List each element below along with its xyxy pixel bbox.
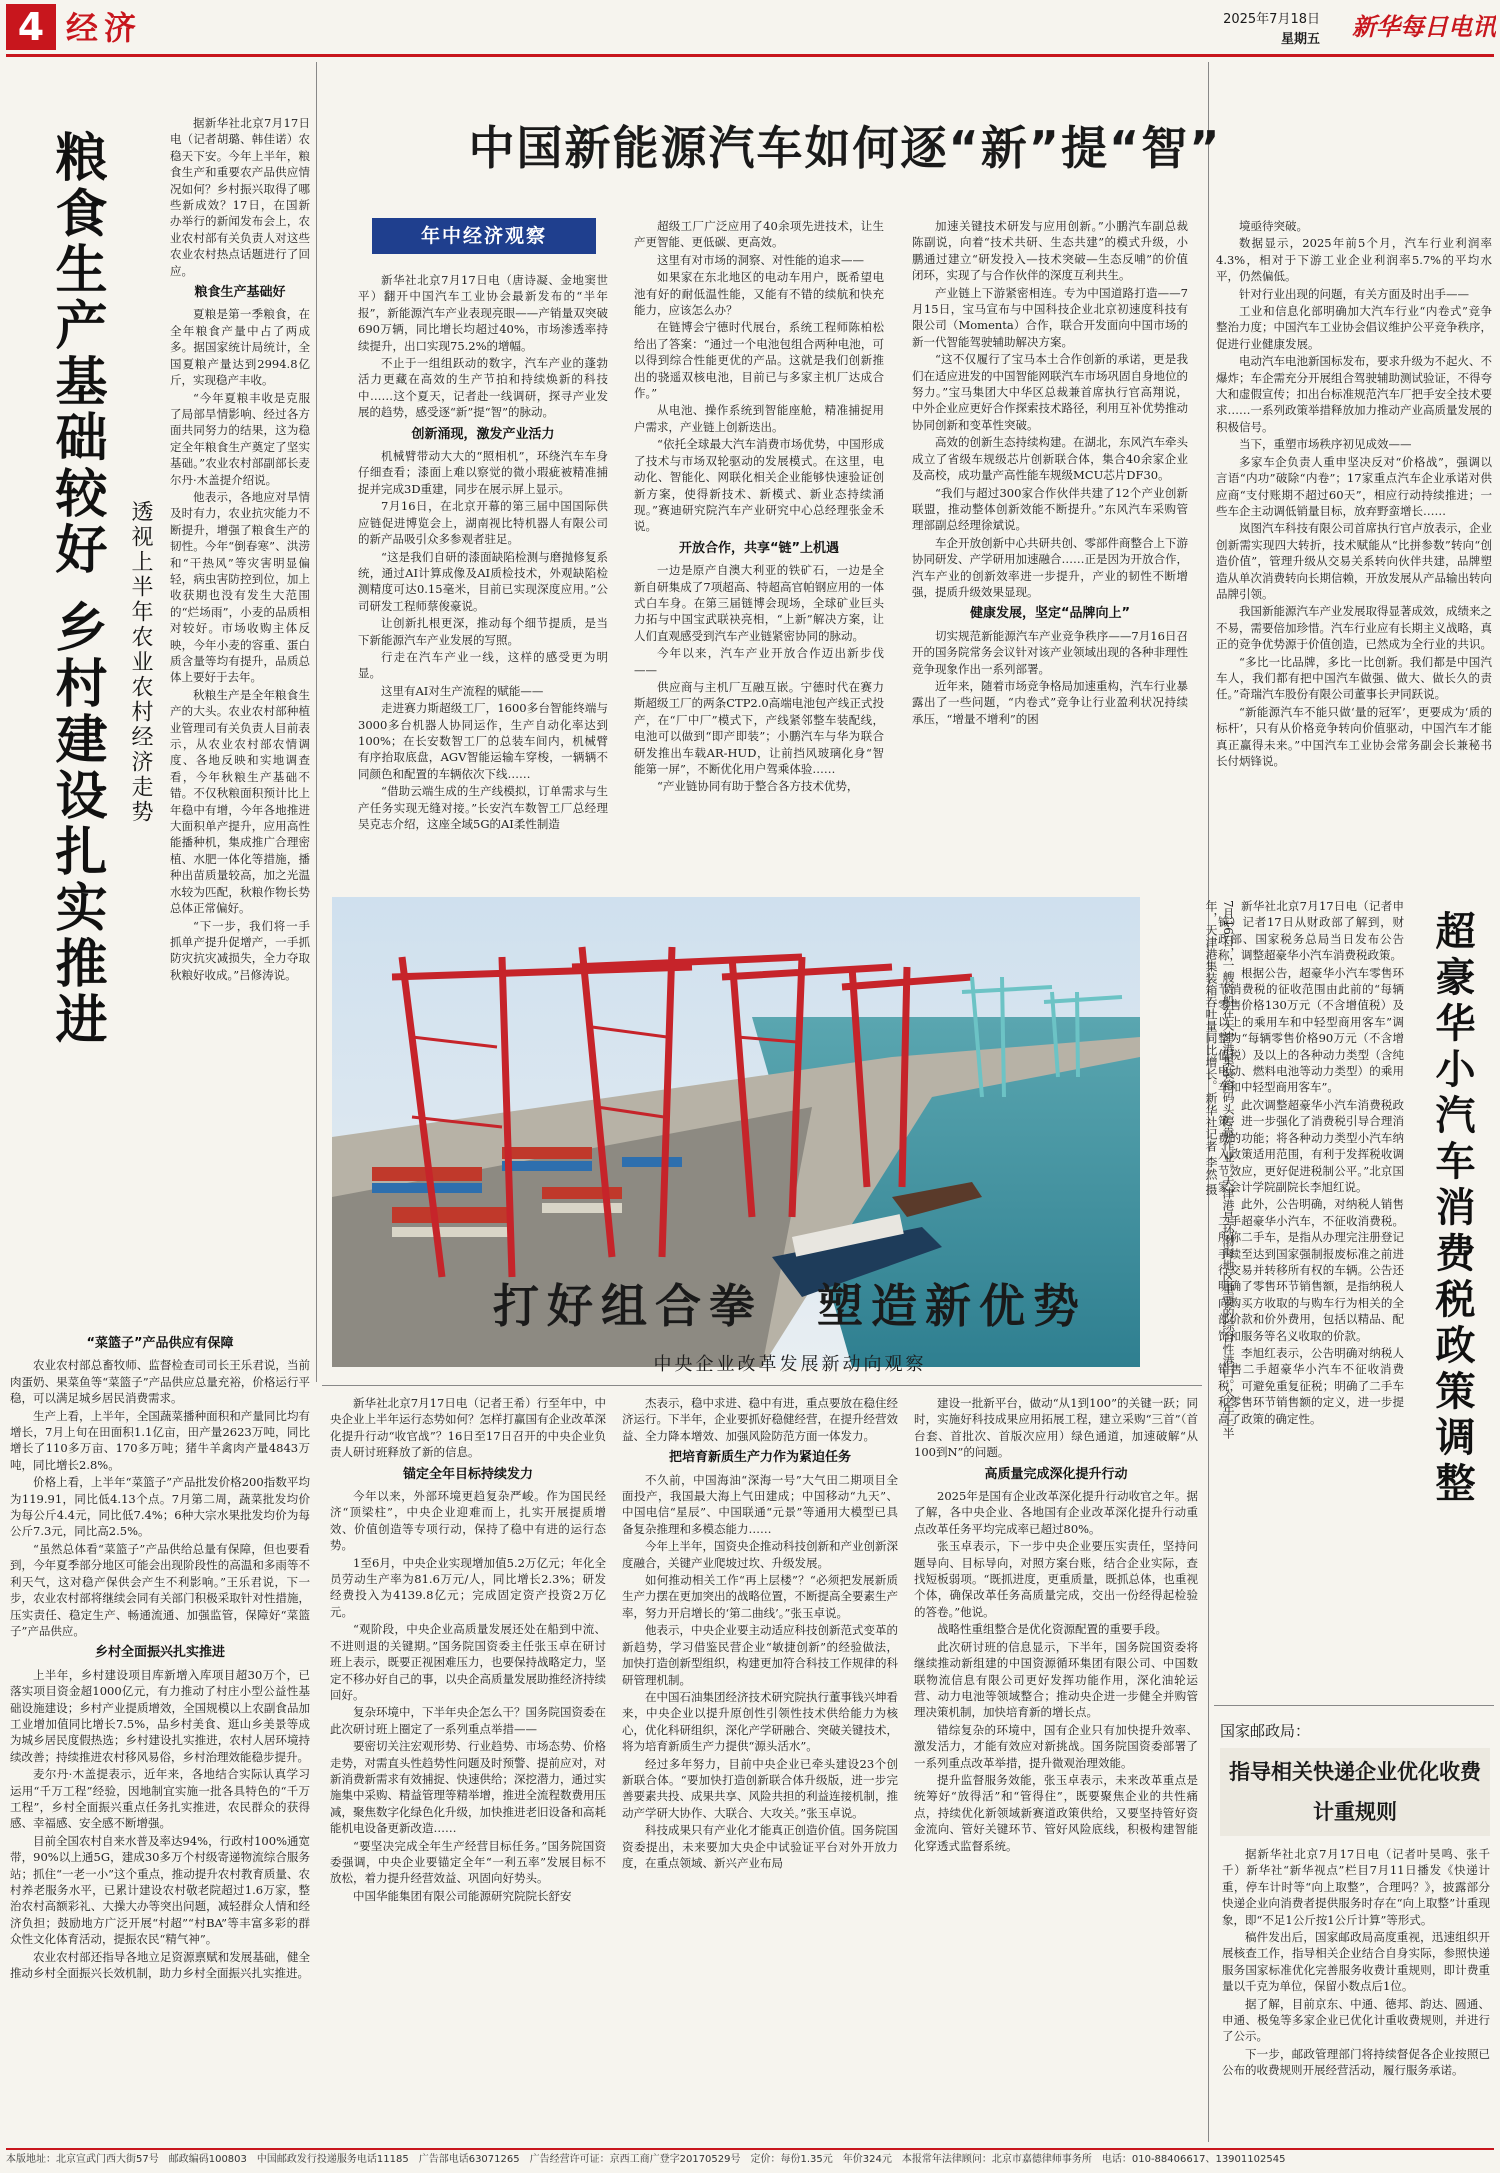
nev-column-3: 加速关键技术研发与应用创新。”小鹏汽车副总裁陈副说，向着“技术共研、生态共建”的模式升级，小鹏通过建立“研发投入—技术突破—生态反哺”的价值闭环，实现了与合作伙伴的深度互利共生。 产业链上下游紧密相连。专为中国道路打造——7月15日，宝马宣布与中国科技企业北京初速度科技有限公司（Momenta）合作，联合开发面向中国市场的新一代智能驾驶辅助解决方案。 “这不仅履行了宝马本土合作创新的承诺，更是我们在适应进发的中国智能网联汽车市场巩固自身地位的努力。”宝马集团大中华区总裁兼首席执行官高翔说，中外企业应更好合作探索技术路径，利用互补优势推动协同创新和变革性突破。 高效的创新生态持续构建。在湖北，东风汽车牵头成立了省级车规级芯片创新联合体，集合40余家企业及高校，成功量产高性能车规级MCU芯片DF30。 “我们与超过300家合作伙伴共建了12个产业创新联盟，推动整体创新效能不断提升。”东风汽车采购管理部副总经理徐斌说。 车企开放创新中心共研共创、零部件商整合上下游协同研发、产学研用加速融合……正是因为开放合作，汽车产业的创新效率进一步提升，产业的韧性不断增强，提质升级效果显现。 健康发展，坚定“品牌向上” 切实规范新能源汽车产业竞争秩序——7月16日召开的国务院常务会议针对该产业领域出现的各种非理性竞争现象作出一系列部署。 近年来，随着市场竞争格局加速重构，汽车行业暴露出了一些问题，“内卷式”竞争让行业盈利状况持续承压，“增量不增利”的困 — [912, 219, 1188, 726]
nev-column-4: 境亟待突破。 数据显示，2025年前5个月，汽车行业利润率4.3%，相对于下游工业企业利润率5.7%的平均水平，仍然偏低。 针对行业出现的问题，有关方面及时出手—— 工业和信息化部明确加大汽车行业“内卷式”竞争整治力度；中国汽车工业协会倡议维护公平竞争秩序，促进行业健康发展。 电动汽车电池新国标发布，要求升级为不起火、不爆炸；车企需充分开展组合驾驶辅助测试验证，不得夸大和虚假宣传；扣出台标准规范汽车厂把手安全技术要求……一系列政策举措释放加力推动产业高质量发展的积极信号。 当下，重塑市场秩序初见成效—— 多家车企负责人重申坚决反对“价格战”，强调以言语“内功”破除“内卷”；17家重点汽车企业承诺对供应商“支付账期不超过60天”，相应行动持续推进；一些车企主动调低销量目标，放弃野蛮增长…… 岚图汽车科技有限公司首席执行官卢放表示，企业创新需实现四大转折，技术赋能从“比拼参数”转向“创造价值”，管理升级从交易关系转向伙伴共建，品牌塑造从单次消费转向长期信赖，开放发展从产品输出转向品牌引领。 我国新能源汽车产业发展取得显著成效，成绩来之不易，需要倍加珍惜。汽车行业应有长期主义战略，真正的竞争优势源于价值创造，已然成为全行业的共识。 “多比一比品牌，多比一比创新。我们都是中国汽车人，我们都有把中国汽车做强、做大、做长久的责任。”奇瑞汽车股份有限公司董事长尹同跃说。 “新能源汽车不能只做‘量的冠军’，更要成为‘质的标杆’，只有从价格竞争转向价值驱动，中国汽车才能真正赢得未来。”中国汽车工业协会常务副会长兼秘书长付炳锋说。 — [1216, 219, 1492, 768]
newspaper-logo: 新华每日电讯 — [1352, 12, 1496, 41]
nev-column-2: 超级工厂广泛应用了40余项先进技术，让生产更智能、更低碳、更高效。 这里有对市场的洞察、对性能的追求—— 如果家在东北地区的电动车用户，既希望电池有好的耐低温性能，又能有不错的续航和快充能力，应该怎么办？ 在链博会宁德时代展台，系统工程师陈柏松给出了答案：“通过一个电池包组合两种电池，可以得到综合性能更优的产品。这就是我们创新推出的骁遥双核电池，目前已与多家主机厂达成合作。” 从电池、操作系统到智能座舱，精准捕捉用户需求，产业链上创新迭出。 “依托全球最大汽车消费市场优势，中国形成了技术与市场双轮驱动的发展模式。在这里，电动化、智能化、网联化相关企业能够快速验证创新方案，使得新技术、新模式、新业态持续涌现。”赛迪研究院汽车产业研究中心总经理张金禾说。 开放合作，共享“链”上机遇 一边是原产自澳大利亚的铁矿石，一边是全新自研集成了7项超高、特超高官帕钢应用的一体式白车身。在第三届链博会现场，全球矿业巨头力拓与中国宝武联袂亮相，“上新”解决方案，让人们直观感受到汽车产业链紧密协同的脉动。 今年以来，汽车产业开放合作迈出新步伐—— 供应商与主机厂互融互嵌。宁德时代在赛力斯超级工厂的两条CTP2.0高端电池包产线正式投产，在“厂中厂”模式下，产线紧邻整车装配线，电池可以做到“即产即装”；小鹏汽车与华为联合研发推出车载AR-HUD，让前挡风玻璃化身“智能第一屏”，不断优化用户驾乘体验…… “产业链协同有助于整合各方技术优势， — [634, 219, 884, 794]
agri-column-2: “菜篮子”产品供应有保障 农业农村部总畜牧师、监督检查司司长王乐君说，当前肉蛋奶、果菜鱼等“菜篮子”产品供应总量充裕，价格运行平稳，可以满足城乡居民消费需求。 生产上看，上半年，全国蔬菜播种面积和产量同比均有增长，7月上旬在田面积1.1亿亩，田产量2623万吨，同比增长了110多万亩、170多万吨；猪牛羊禽肉产量4843万吨，同比增长2.8%。 价格上看，上半年“菜篮子”产品批发价格200指数平均为119.91，同比低4.13个点。7月第二周，蔬菜批发均价为每公斤4.4元，同比低7.4%；6种大宗水果批发均价为每公斤7.3元，同比高2.5%。 “虽然总体看“菜篮子”产品供给总量有保障，但也要看到，今年夏季部分地区可能会出现阶段性的高温和多雨等不利天气，这对稳产保供会产生不利影响。”王乐君说，下一步，农业农村部将继续会同有关部门积极采取针对性措施，压实责任、稳定生产、畅通流通、加强监管，保障好“菜篮子”产品供应。 乡村全面振兴扎实推进 上半年，乡村建设项目库新增入库项目超30万个，已落实项目资金超1000亿元，有力推动了村庄小型公益性基础设施建设；乡村产业提质增效，全国规模以上农副食品加工业增加值同比增长7.5%，品乡村美食、逛山乡美景等成为城乡居民度假热选；乡村建设扎实推进，农村人居环境持续改善；持续推进农村移风易俗，乡村治理效能稳步提升。 麦尔丹·木盖提表示，近年来，各地结合实际认真学习运用“千万工程”经验，因地制宜实施一批各具特色的“千万工程”，乡村全面振兴重点任务扎实推进，农民群众的获得感、幸福感、安全感不断增强。 目前全国农村自来水普及率达94%，行政村100%通宽带，90%以上通5G，建成30多万个村级寄递物流综合服务站；抓住“一老一小”这个重点，推动提升农村教育质量、农村养老服务水平，已累计建设农村敬老院超过1.6万家，整治农村高额彩礼、大操大办等突出问题，减轻群众人情和经济负担；鼓励地方广泛开展“村超”“村BA”等丰富多彩的群众性文化体育活动，提振农民“精气神”。 农业农村部还指导各地立足资源禀赋和发展基础，健全推动乡村全面振兴长效机制，助力乡村全面振兴扎实推进。 — [10, 1336, 310, 1981]
nev-headline: 中国新能源汽车如何逐“新”提“智” — [468, 121, 1222, 175]
agri-subhead: 乡村全面振兴扎实推进 — [94, 1645, 225, 1661]
soe-column-3: 建设一批新平台，做动“从1到100”的关键一跃；同时，实施好科技成果应用拓展工程，建立采购“三首”（首台套、首批次、首版次应用）绿色通道，加速破解“从100到N”的问题。 高质量完成深化提升行动 2025年是国有企业改革深化提升行动收官之年。据了解，各中央企业、各地国有企业改革深化提升行动重点改革任务平均完成率已超过80%。 张玉卓表示，下一步中央企业要压实责任，坚持问题导向、目标导向，对照方案台账，结合企业实际，查找短板弱项。“既抓进度，更重质量，既抓总体，也重视个体，确保改革任务高质量完成，交出一份经得起检验的答卷。”他说。 战略性重组整合是优化资源配置的重要手段。 此次研讨班的信息显示，下半年，国务院国资委将继续推动新组建的中国资源循环集团有限公司、中国数联物流信息有限公司更好发挥功能作用，深化油轮运营、动力电池等领域整合；推动央企进一步健全并购管理决策机制，加快培育新的增长点。 错综复杂的环境中，国有企业只有加快提升效率、激发活力，才能有效应对新挑战。国务院国资委部署了一系列重点改革举措，提升微观治理效能。 提升监督服务效能，张玉卓表示，未来改革重点是统筹好“放得活”和“管得住”，既要聚焦企业的共性痛点，持续优化新领域新赛道政策供给，又要坚持管好资金流向、管好关键环节、管好风险底线，积极构建智能化穿透式监督系统。 — [914, 1396, 1198, 1853]
column-rule — [316, 62, 317, 1382]
column-tag: 年中经济观察 — [372, 218, 596, 254]
header-rule — [6, 54, 1494, 57]
lux-tax-body: 新华社北京7月17日电（记者申铖）记者17日从财政部了解到，财政部、国家税务总局当日发布公告称，调整超豪华小汽车消费税政策。 根据公告，超豪华小汽车零售环节消费税的征收范围由此前的“每辆零售价格130万元（不含增值税）及以上的乘用车和中轻型商用客车”调整为“每辆零售价格90万元（不含增值税）及以上的各种动力类型（含纯电动、燃料电池等动力类型）的乘用车和中轻型商用客车”。 此次调整超豪华小汽车消费税政策，进一步强化了消费税引导合理消费的功能；将各种动力类型小汽车纳入政策适用范围，有利于发挥税收调节效应，更好促进税制公平。”北京国家会计学院副院长李旭红说。 此外，公告明确，对纳税人销售二手超豪华小汽车，不征收消费税。所称二手车，是指从办理完注册登记手续至达到国家强制报废标准之前进行交易并转移所有权的车辆。公告还明确了零售环节销售额，是指纳税人向购买方收取的与购车行为相关的全部价款和价外费用，包括以精品、配饰和服务等名义收取的价款。 李旭红表示，公告明确对纳税人销售二手超豪华小汽车不征收消费税，可避免重复征税；明确了二手车和零售环节销售额的定义，进一步提高了政策的确定性。 — [1218, 899, 1404, 1426]
agri-subheadline: 透视上半年农业农村经济走势 — [128, 500, 153, 825]
section-title: 经济 — [66, 9, 143, 47]
photo-caption: 7月16日，一艘货船在天津港集装箱码头停靠作业。天津港是环渤海地区重要的综合性港口。今年上半年，天津港集装箱吞吐量同比增长。新华社记者 李然 摄 — [1204, 900, 1235, 1439]
section-rule — [322, 1385, 1202, 1386]
section-rule — [1214, 1705, 1494, 1706]
postal-body: 据新华社北京7月17日电（记者叶昊鸣、张千千）新华社“新华视点”栏目7月11日播发《快递计重，停车计时等“向上取整”，合理吗？》，披露部分快递企业向消费者提供服务时存在“向上取整”计重现象，即“不足1公斤按1公斤计算”等形式。 稿件发出后，国家邮政局高度重视，迅速组织开展核查工作，指导相关企业结合自身实际，参照快递服务国家标准优化完善服务收费计重规则，即计费重量以千克为单位，保留小数点后1位。 据了解，目前京东、中通、德邦、韵达、圆通、申通、极兔等多家企业已优化计重收费规则，并进行了公示。 下一步，邮政管理部门将持续督促各企业按照已公布的收费规则开展经营活动，履行服务承诺。 — [1222, 1847, 1490, 2078]
agri-subhead: 粮食生产基础好 — [194, 285, 286, 301]
page-footer: 本版地址：北京宣武门西大街57号 邮政编码100803 中国邮政发行投递服务电话11185 广告部电话63071265 广告经营许可证：京西工商广登字20170529号 定价：每份1.35元 年价324元 本报常年法律顾问：北京市嘉德律师事务所 电话：010-88406617、13901102545 — [6, 2148, 1494, 2170]
lux-tax-headline: 超豪华小汽车消费税政策调整 — [1429, 910, 1475, 1508]
postal-label: 国家邮政局： — [1220, 1722, 1311, 1740]
soe-subheadline: 中央企业改革发展新动向观察 — [653, 1354, 927, 1375]
issue-weekday: 星期五 — [1280, 32, 1320, 47]
soe-column-1: 新华社北京7月17日电（记者王希）行至年中，中央企业上半年运行态势如何？怎样打赢国有企业改革深化提升行动“收官战”？16日至17日召开的中央企业负责人研讨班释放了新的信息。 锚定全年目标持续发力 今年以来，外部环境更趋复杂严峻。作为国民经济“顶梁柱”，中央企业迎难而上，扎实开展提质增效、价值创造等专项行动，保持了稳中有进的运行态势。 1至6月，中央企业实现增加值5.2万亿元；年化全员劳动生产率为81.6万元/人，同比增长2.3%；研发经费投入为4139.8亿元；完成固定资产投资2万亿元。 “观阶段，中央企业高质量发展还处在船到中流、不进则退的关键期。”国务院国资委主任张玉卓在研讨班上表示，既要正视困难压力，也要保持战略定力，坚定不移办好自己的事，以央企高质量发展助推经济持续回好。 复杂环境中，下半年央企怎么干？国务院国资委在此次研讨班上圈定了一系列重点举措—— 要密切关注宏观形势、行业趋势、市场态势、价格走势，对需直头性趋势性问题及时预警、提前应对，对新消费新需求有效捕捉、快速供给；深挖潜力，通过实施集中采购、精益管理等精举增，推进全流程数费用压减，聚焦数字化绿色化升级，加快推进老旧设备和高耗能机电设备更新改造…… “要坚决完成全年生产经营目标任务。”国务院国资委强调，中央企业要锚定全年“一利五率”发展目标不放松，着力提升经营效益、巩固向好势头。 中国华能集团有限公司能源研究院院长舒安 — [330, 1396, 606, 1903]
soe-headline: 打好组合拳 塑造新优势 — [493, 1279, 1087, 1333]
agri-column-1: 据新华社北京7月17日电（记者胡璐、韩佳诺）农稳天下安。今年上半年，粮食生产和重要农产品供应情况如何？乡村振兴取得了哪些新成效？17日，在国新办举行的新闻发布会上，农业农村部有关负责人对这些农业农村热点话题进行了回应。 粮食生产基础好 夏粮是第一季粮食，在全年粮食产量中占了两成多。据国家统计局统计，全国夏粮产量达到2994.8亿斤，实现稳产丰收。 “今年夏粮丰收是克服了局部旱情影响、经过各方面共同努力的结果，这为稳定全年粮食生产奠定了坚实基础。”农业农村部副部长麦尔丹·木盖提介绍说。 他表示，各地应对旱情及时有力，农业抗灾能力不断提升，增强了粮食生产的韧性。今年“倒春寒”、洪涝和“干热风”等灾害明显偏轻，病虫害防控到位，加上收获期也没有发生大范围的“烂场雨”，小麦的品质相对较好。市场收购主体反映，今年小麦的容重、蛋白质含量等均有提升，品质总体上要好于去年。 秋粮生产是全年粮食生产的大头。农业农村部种植业管理司有关负责人目前表示，从农业农村部农情调度、各地反映和实地调查看，今年秋粮生产基础不错。不仅秋粮面积预计比上年稳中有增，今年各地推进大面积单产提升，应用高性能播种机，集成推广合理密植、水肥一体化等措施，播种出苗质量较高，加之光温水较为匹配，秋粮作物长势总体正常偏好。 “下一步，我们将一手抓单产提升促增产，一手抓防灾抗灾减损失，全力夺取秋粮好收成。”吕修涛说。 — [170, 116, 310, 982]
nev-column-1: 新华社北京7月17日电（唐诗凝、金地窦世平）翻开中国汽车工业协会最新发布的“半年报”，新能源汽车产业表现亮眼——产销量双突破690万辆，同比增长均超过40%，市场渗透率持续提升，出口实现75.2%的增幅。 不止于一组组跃动的数字，汽车产业的蓬勃活力更藏在高效的生产节拍和持续焕新的科技中……这个夏天，记者赴一线调研，探寻产业发展的趋势，感受逐“新”提“智”的脉动。 创新涌现，激发产业活力 机械臂带动大大的“照相机”，环绕汽车车身仔细查看；漆面上难以察觉的微小瑕疵被精准捕捉并完成3D重建，同步在展示屏上显示。 7月16日，在北京开幕的第三届中国国际供应链促进博览会上，湖南视比特机器人有限公司的新产品吸引众多参观者驻足。 “这是我们自研的漆面缺陷检测与磨抛修复系统，通过AI计算成像及AI质检技术，外观缺陷检测精度可达0.15毫米，目前已实现深度应用。”公司研发工程师蔡俊豪说。 让创新扎根更深，推动每个细节提质，是当下新能源汽车产业发展的写照。 行走在汽车产业一线，这样的感受更为明显。 这里有AI对生产流程的赋能—— 走进赛力斯超级工厂，1600多台智能终端与3000多台机器人协同运作，生产自动化率达到100%；在长安数智工厂的总装车间内，机械臂有序抬取底盘，AGV智能运输车穿梭，一辆辆不同颜色和配置的车辆依次下线…… “借助云端生成的生产线模拟，订单需求与生产任务实现无缝对接。”长安汽车数智工厂总经理吴克志介绍，这座全域5G的AI柔性制造 — [358, 273, 608, 831]
page-number: 4 — [6, 4, 56, 50]
agri-headline: 粮食生产基础较好 乡村建设扎实推进 — [46, 130, 106, 1049]
soe-column-2: 杰表示，稳中求进、稳中有进，重点要放在稳住经济运行。下半年，企业要抓好稳健经营，在提升经营效益、全力降本增效、加强风险防范方面一体发力。 把培育新质生产力作为紧迫任务 不久前，中国海油“深海一号”大气田二期项目全面投产，我国最大海上气田建成；中国移动“九天”、中国电信“星辰”、中国联通“元景”等通用大模型已具备复杂推理和多模态能力…… 今年上半年，国资央企推动科技创新和产业创新深度融合，关键产业爬坡过坎、升级发展。 如何推动相关工作“再上层楼”？“必须把发展新质生产力摆在更加突出的战略位置，不断提高全要素生产率，努力开启增长的‘第二曲线’。”张玉卓说。 他表示，中央企业要主动适应科技创新范式变革的新趋势，学习借鉴民营企业“敏捷创新”的经验做法，加快打造创新型组织，构建更加符合科技工作规律的科研管理机制。 在中国石油集团经济技术研究院执行董事钱兴坤看来，中央企业以提升原创性引领性技术供给能力为核心，优化科研组织，深化产学研融合、突破关键技术，将为培育新质生产力提供“源头活水”。 经过多年努力，目前中央企业已牵头建设23个创新联合体。“要加快打造创新联合体升级版，进一步完善要素共投、成果共享、风险共担的利益连接机制，推动产学研大协作、大联合、大攻关。”张玉卓说。 科技成果只有产业化才能真正创造价值。国务院国资委提出，未来要加大央企中试验证平台对外开放力度，在重点领域、新兴产业布局 — [622, 1396, 898, 1870]
agri-subhead: “菜篮子”产品供应有保障 — [86, 1336, 234, 1351]
issue-date: 2025年7月18日 — [1223, 12, 1320, 27]
postal-headline: 指导相关快递企业优化收费计重规则 — [1220, 1748, 1490, 1836]
